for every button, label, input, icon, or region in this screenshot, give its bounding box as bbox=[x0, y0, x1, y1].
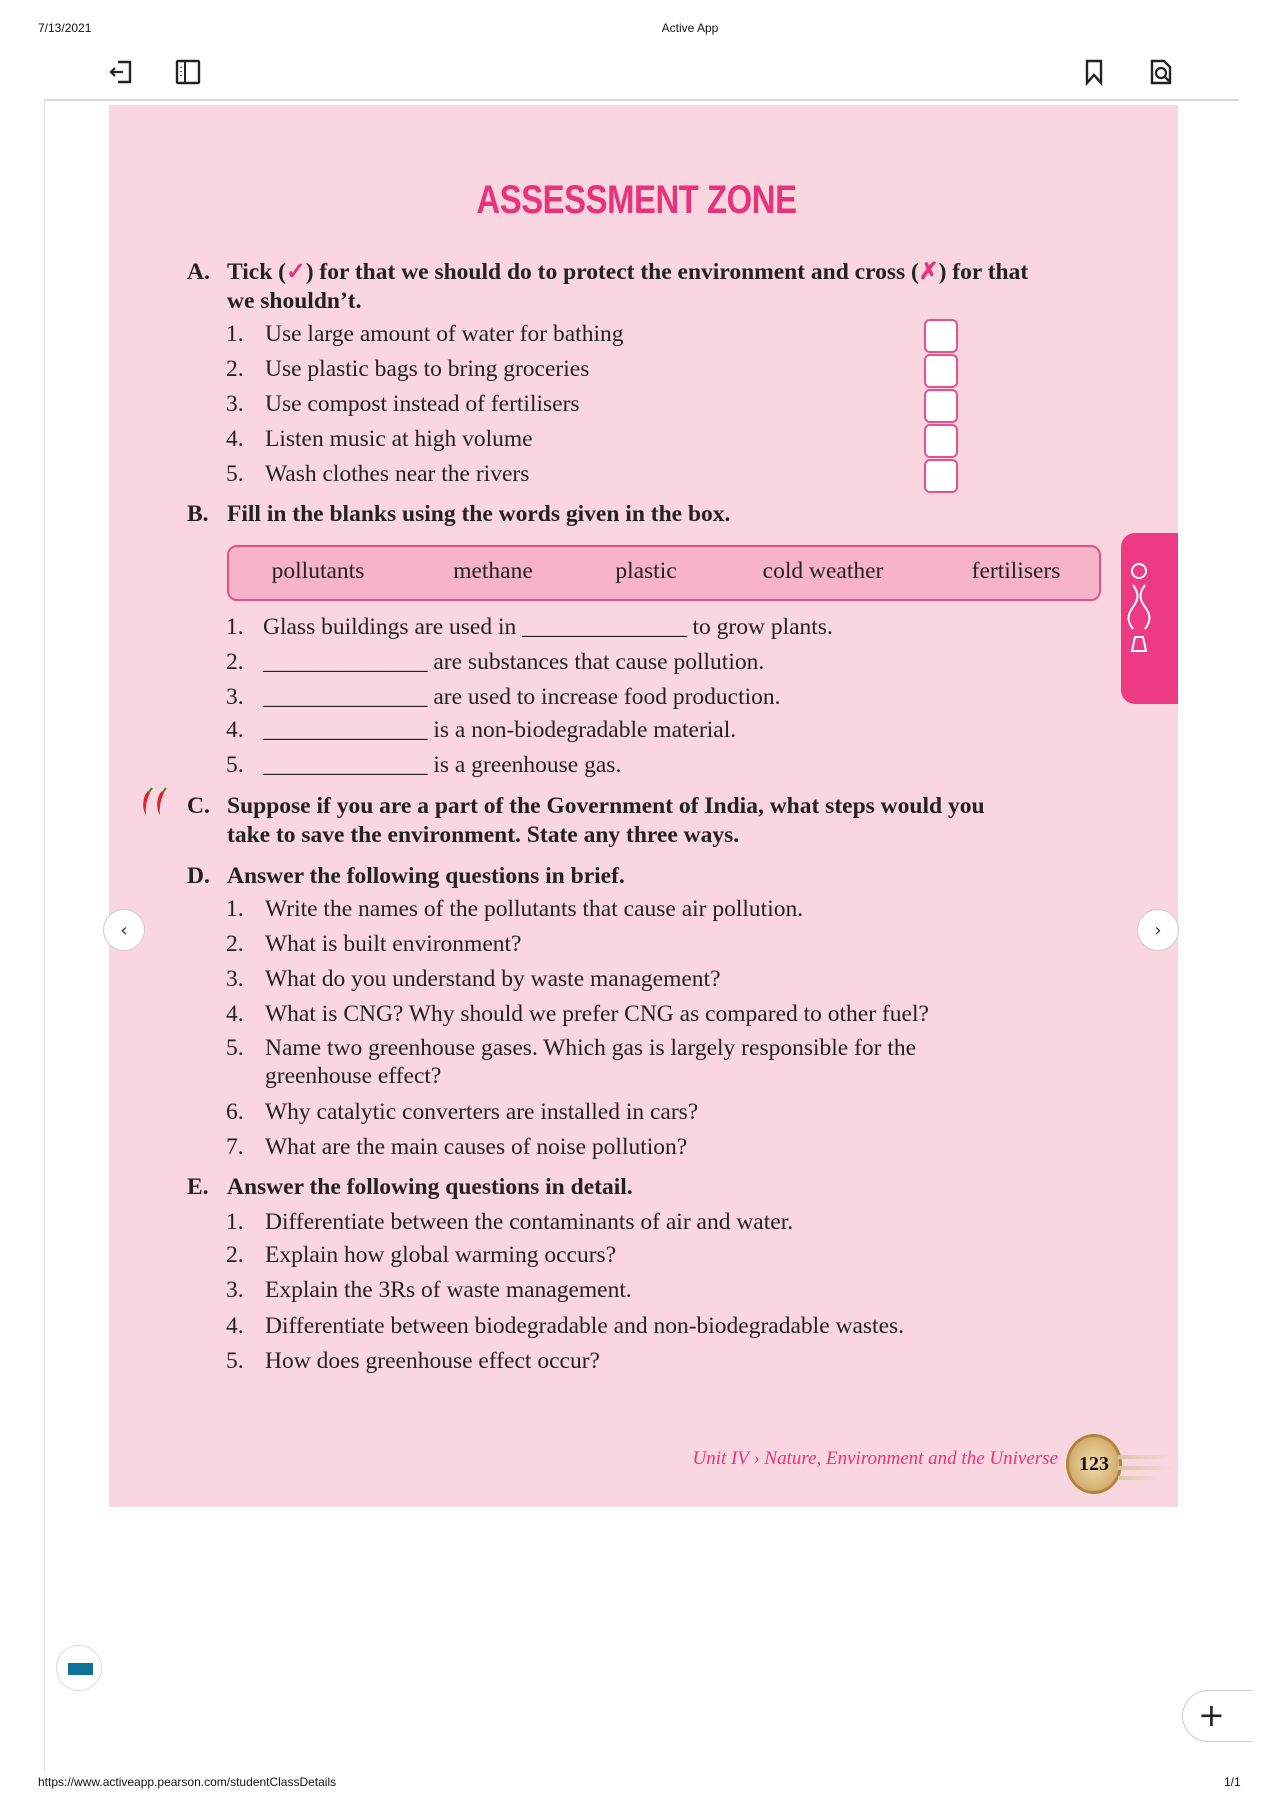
search-document-icon[interactable] bbox=[1147, 58, 1175, 86]
fill-blank-item: ______________ are used to increase food production. bbox=[263, 684, 781, 710]
chapter-footer bbox=[692, 1448, 1058, 1470]
item-number: 1. bbox=[226, 321, 244, 347]
list-item: Why catalytic converters are installed in cars? bbox=[265, 1099, 699, 1125]
item-number: 1. bbox=[226, 1209, 244, 1235]
fill-blank-item: ______________ is a non-biodegradable material. bbox=[263, 717, 737, 743]
section-letter: E. bbox=[187, 1174, 209, 1200]
badge-decoration bbox=[1118, 1455, 1168, 1459]
next-page-button[interactable]: › bbox=[1137, 909, 1179, 951]
item-number: 2. bbox=[226, 1242, 244, 1268]
list-item: Explain how global warming occurs? bbox=[265, 1242, 617, 1268]
section-e-heading: Answer the following questions in detail. bbox=[227, 1174, 633, 1200]
bookmark-icon[interactable] bbox=[1080, 58, 1108, 86]
item-number: 4. bbox=[226, 1001, 244, 1027]
item-number: 5. bbox=[226, 1035, 244, 1061]
breadcrumb-separator: › bbox=[753, 1448, 760, 1469]
section-b-heading: Fill in the blanks using the words given in the box. bbox=[227, 501, 731, 527]
item-number: 5. bbox=[226, 1348, 244, 1374]
list-item: Use plastic bags to bring groceries bbox=[265, 356, 590, 382]
item-number: 4. bbox=[226, 426, 244, 452]
chili-icon bbox=[140, 787, 176, 817]
section-a-heading bbox=[227, 257, 1028, 287]
list-item: Name two greenhouse gases. Which gas is largely responsible for the bbox=[265, 1035, 917, 1061]
list-item: How does greenhouse effect occur? bbox=[265, 1348, 600, 1374]
answer-checkbox[interactable] bbox=[924, 319, 958, 353]
item-number: 1. bbox=[226, 614, 244, 640]
fill-blank-item: ______________ are substances that cause pollution. bbox=[263, 649, 765, 675]
heading-text: Tick ( bbox=[227, 259, 286, 285]
word-box bbox=[227, 545, 1101, 601]
list-item: Differentiate between biodegradable and non-biodegradable wastes. bbox=[265, 1313, 905, 1339]
item-number: 2. bbox=[226, 356, 244, 382]
heading-text: ) for that bbox=[938, 259, 1029, 285]
section-d-heading: Answer the following questions in brief. bbox=[227, 863, 625, 889]
badge-decoration bbox=[1118, 1466, 1173, 1470]
page-number-badge: 123 bbox=[1066, 1434, 1122, 1494]
list-item: What is built environment? bbox=[265, 931, 522, 957]
word-option: plastic bbox=[615, 558, 677, 584]
item-number: 3. bbox=[226, 684, 244, 710]
list-item: Wash clothes near the rivers bbox=[265, 461, 530, 487]
print-title: Active App bbox=[661, 21, 719, 35]
notes-button[interactable] bbox=[56, 1645, 102, 1691]
list-item: What do you understand by waste management? bbox=[265, 966, 721, 992]
sidebar-panel-icon[interactable] bbox=[174, 58, 202, 86]
item-number: 2. bbox=[226, 931, 244, 957]
exit-icon[interactable] bbox=[108, 58, 136, 86]
section-letter: B. bbox=[187, 501, 209, 527]
list-item: greenhouse effect? bbox=[265, 1063, 442, 1089]
section-a-heading-cont: we shouldn’t. bbox=[227, 288, 362, 314]
item-number: 5. bbox=[226, 752, 244, 778]
answer-checkbox[interactable] bbox=[924, 459, 958, 493]
section-c-question: Suppose if you are a part of the Government of India, what steps would you bbox=[227, 793, 985, 819]
mark-symbol: ✓ bbox=[285, 259, 306, 285]
item-number: 3. bbox=[226, 391, 244, 417]
notes-icon bbox=[68, 1663, 93, 1675]
word-option: fertilisers bbox=[971, 558, 1061, 584]
word-option: methane bbox=[453, 558, 533, 584]
section-letter: A. bbox=[187, 259, 210, 285]
page-title: ASSESSMENT ZONE bbox=[476, 178, 797, 222]
viewer-left-border bbox=[44, 101, 45, 1771]
section-letter: D. bbox=[187, 863, 210, 889]
list-item: Write the names of the pollutants that cause air pollution. bbox=[265, 896, 804, 922]
list-item: Use compost instead of fertilisers bbox=[265, 391, 580, 417]
list-item: Differentiate between the contaminants of air and water. bbox=[265, 1209, 794, 1235]
section-letter: C. bbox=[187, 793, 210, 819]
print-page-count: 1/1 bbox=[1224, 1775, 1241, 1789]
item-number: 4. bbox=[226, 1313, 244, 1339]
list-item: What are the main causes of noise pollution? bbox=[265, 1134, 688, 1160]
subject-side-tab[interactable] bbox=[1121, 533, 1178, 704]
answer-checkbox[interactable] bbox=[924, 389, 958, 423]
item-number: 5. bbox=[226, 461, 244, 487]
answer-checkbox[interactable] bbox=[924, 424, 958, 458]
item-number: 6. bbox=[226, 1099, 244, 1125]
item-number: 1. bbox=[226, 896, 244, 922]
item-number: 2. bbox=[226, 649, 244, 675]
chapter-name: Nature, Environment and the Universe bbox=[764, 1448, 1058, 1469]
fill-blank-item: Glass buildings are used in ______________ to grow plants. bbox=[263, 614, 833, 640]
list-item: Use large amount of water for bathing bbox=[265, 321, 624, 347]
print-date: 7/13/2021 bbox=[38, 21, 92, 35]
list-item: What is CNG? Why should we prefer CNG as compared to other fuel? bbox=[265, 1001, 929, 1027]
item-number: 3. bbox=[226, 1277, 244, 1303]
badge-decoration bbox=[1118, 1476, 1158, 1480]
science-icons bbox=[1121, 533, 1178, 704]
word-option: pollutants bbox=[271, 558, 365, 584]
unit-label: Unit IV bbox=[692, 1448, 749, 1469]
zoom-in-button[interactable]: + bbox=[1182, 1690, 1253, 1742]
heading-text: ) for that we should do to protect the environment and cross ( bbox=[305, 259, 919, 285]
list-item: Explain the 3Rs of waste management. bbox=[265, 1277, 632, 1303]
section-c-question: take to save the environment. State any three ways. bbox=[227, 822, 740, 848]
word-option: cold weather bbox=[762, 558, 884, 584]
print-url: https://www.activeapp.pearson.com/studentClassDetails bbox=[38, 1775, 337, 1789]
item-number: 4. bbox=[226, 717, 244, 743]
item-number: 3. bbox=[226, 966, 244, 992]
toolbar-divider bbox=[44, 99, 1239, 101]
fill-blank-item: ______________ is a greenhouse gas. bbox=[263, 752, 622, 778]
item-number: 7. bbox=[226, 1134, 244, 1160]
list-item: Listen music at high volume bbox=[265, 426, 533, 452]
mark-symbol: ✗ bbox=[918, 259, 939, 285]
prev-page-button[interactable]: ‹ bbox=[103, 909, 145, 951]
answer-checkbox[interactable] bbox=[924, 354, 958, 388]
